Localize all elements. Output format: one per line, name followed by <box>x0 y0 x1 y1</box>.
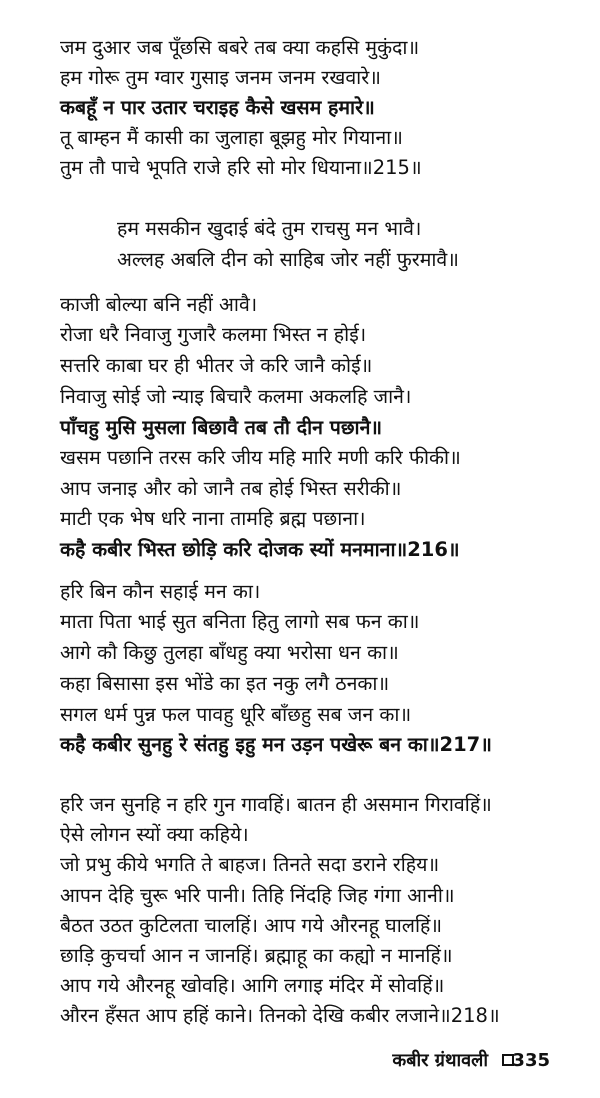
verse-line: माटी एक भेष धरि नाना तामहि ब्रह्म पछाना। <box>60 507 366 530</box>
verse-line: हरि बिन कौन सहाई मन का। <box>60 580 261 603</box>
verse-line: ऐसे लोगन स्यों क्या कहिये। <box>60 823 249 846</box>
verse-line: बैठत उठत कुटिलता चालहिं। आप गये औरनहू घालहिं॥ <box>60 914 443 937</box>
verse-line: छाड़ि कुचर्चा आन न जानहिं। ब्रह्माहू का कह्यो न मानहिं॥ <box>60 944 453 967</box>
verse-line: कहै कबीर भिस्त छोड़ि करि दोजक स्यों मनमाना॥216॥ <box>60 538 460 561</box>
verse-line: आप गये औरनहू खोवहि। आगि लगाइ मंदिर में सोवहिं॥ <box>60 974 445 997</box>
verse-line: सगल धर्म पुन्न फल पावहु धूरि बाँछहु सब जन का॥ <box>60 703 412 726</box>
verse-line: निवाजु सोई जो न्याइ बिचारै कलमा अकलहि जानै। <box>60 385 412 408</box>
verse-line: आप जनाइ और को जानै तब होई भिस्त सरीकी॥ <box>60 477 402 500</box>
verse-line: औरन हँसत आप हहिं काने। तिनको देखि कबीर लजाने॥218॥ <box>60 1004 500 1027</box>
verse-line: हम मसकीन खुदाई बंदे तुम राचसु मन भावै। <box>117 217 422 240</box>
verse-line: जो प्रभु कीये भगति ते बाहज। तिनते सदा डराने रहिय॥ <box>60 853 440 876</box>
verse-line: आपन देहि चुरू भरि पानी। तिहि निंदहि जिह गंगा आनी॥ <box>60 884 455 907</box>
verse-line: आगे कौ किछु तुलहा बाँधहु क्या भरोसा धन का॥ <box>60 641 399 664</box>
verse-line: कहै कबीर सुनहु रे संतहु इहु मन उड़न पखेरू बन का॥217॥ <box>60 733 492 756</box>
verse-line: कबहूँ न पार उतार चराइह कैसे खसम हमारे॥ <box>60 96 375 119</box>
verse-line: अल्लह अबलि दीन को साहिब जोर नहीं फुरमावै॥ <box>117 248 459 271</box>
verse-line: काजी बोल्या बनि नहीं आवै। <box>60 293 258 316</box>
verse-line: तुम तौ पाचे भूपति राजे हरि सो मोर धियाना॥215॥ <box>60 156 422 179</box>
verse-line: जम दुआर जब पूँछसि बबरे तब क्या कहसि मुकुंदा॥ <box>60 36 420 59</box>
verse-line: सत्तरि काबा घर ही भीतर जे करि जानै कोई॥ <box>60 354 373 377</box>
verse-line: रोजा धरै निवाजु गुजारै कलमा भिस्त न होई। <box>60 323 367 346</box>
page-number: 335 <box>512 1050 550 1071</box>
verse-line: पाँचहु मुसि मुसला बिछावै तब तौ दीन पछानै॥ <box>60 416 383 439</box>
verse-line: तू बाम्हन मैं कासी का जुलाहा बूझहु मोर गियाना॥ <box>60 126 403 149</box>
verse-line: खसम पछानि तरस करि जीय महि मारि मणी करि फीकी॥ <box>60 446 461 469</box>
book-title: कबीर ग्रंथावली <box>392 1050 488 1071</box>
verse-line: माता पिता भाई सुत बनिता हितु लागो सब फन का॥ <box>60 610 420 633</box>
page-footer <box>0 1046 600 1076</box>
verse-line: हरि जन सुनहि न हरि गुन गावहिं। बातन ही असमान गिरावहिं॥ <box>60 793 492 816</box>
verse-line: हम गोरू तुम ग्वार गुसाइ जनम जनम रखवारे॥ <box>60 66 381 89</box>
verse-line: कहा बिसासा इस भोंडे का इत नकु लगै ठनका॥ <box>60 672 390 695</box>
